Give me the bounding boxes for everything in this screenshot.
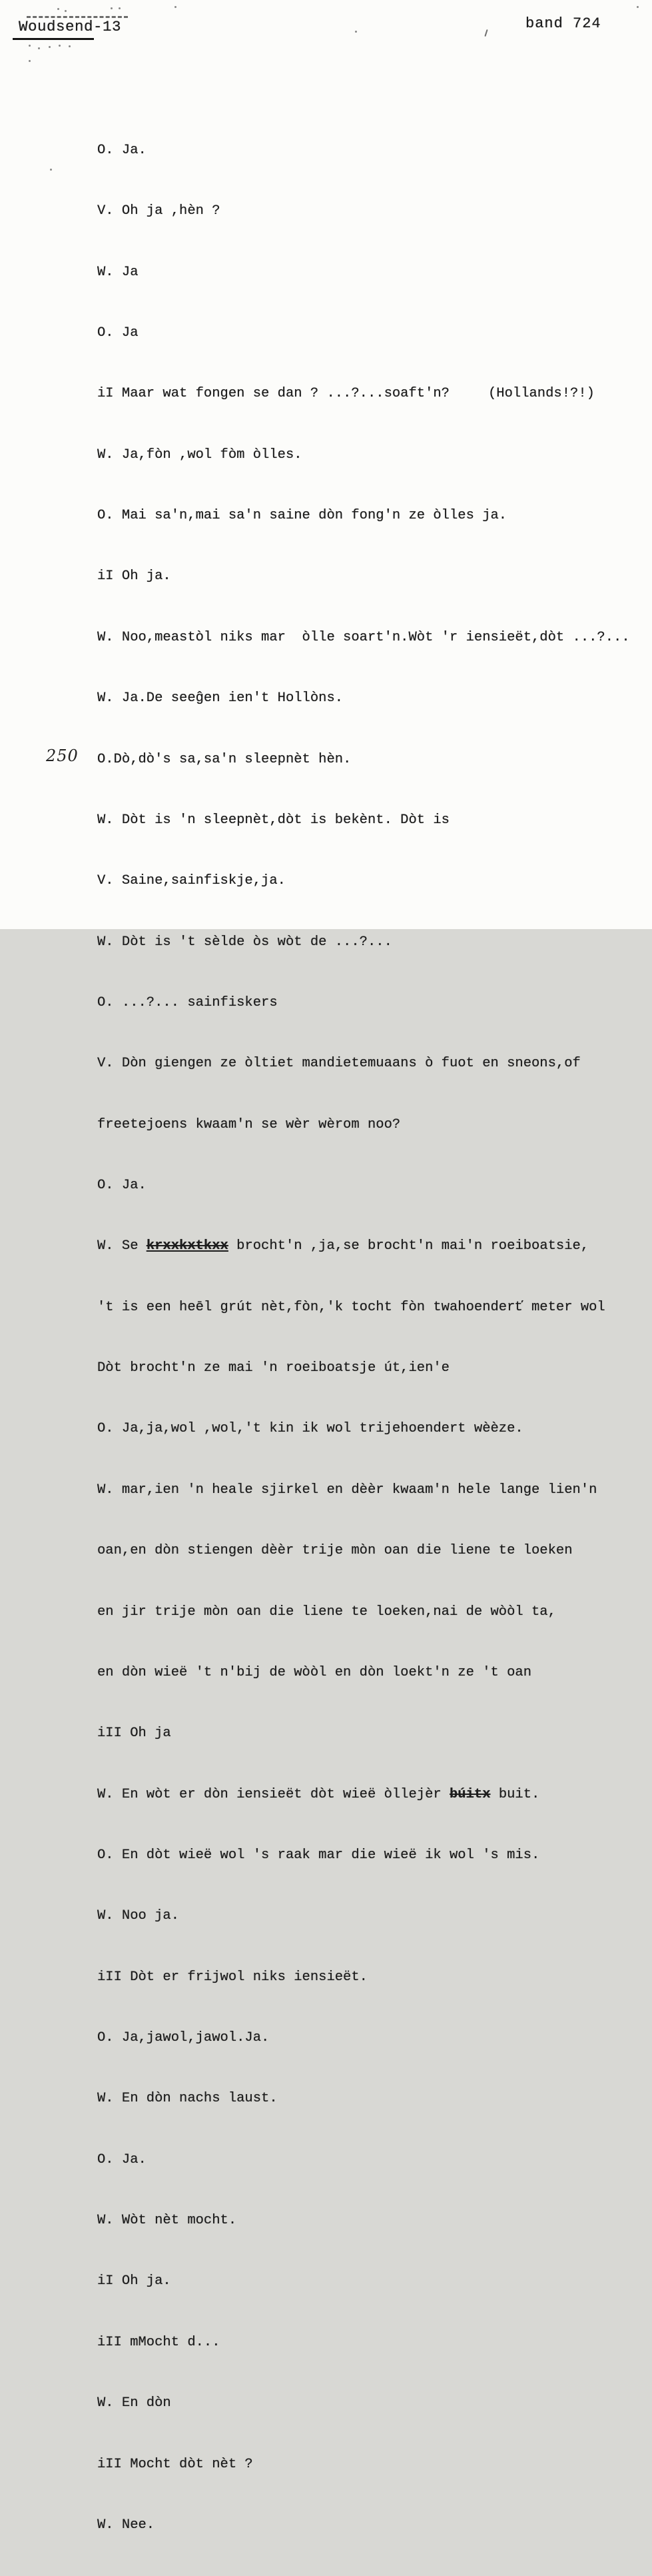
- scan-speck: [484, 29, 488, 37]
- transcript-line: O. Ja.: [97, 1178, 147, 1194]
- scan-speck: [119, 7, 121, 9]
- scan-speck: [57, 8, 59, 10]
- transcript-line: en jir trije mòn oan die liene te loeken,nai de wòòl ta,: [97, 1604, 556, 1620]
- transcript-line: V. Dòn giengen ze òltiet mandietemuaans ò fuot en sneons,of: [97, 1056, 581, 1072]
- scan-speck: [69, 45, 71, 47]
- scan-speck: [637, 6, 639, 8]
- transcript-line: O. En dòt wieë wol 's raak mar die wieë ik wol 's mis.: [97, 1847, 540, 1863]
- transcript-line: W. Noo ja.: [97, 1908, 180, 1924]
- transcript-line: O. Mai sa'n,mai sa'n saine dòn fong'n ze òlles ja.: [97, 508, 507, 524]
- scan-speck: [65, 10, 67, 12]
- transcript-line: [97, 1236, 630, 1256]
- transcript-line: O. Ja.: [97, 142, 147, 158]
- transcript-line: W. mar,ien 'n heale sjirkel en dèèr kwaam'n hele lange lien'n: [97, 1482, 597, 1498]
- transcript-line: 't is een heēl grút nèt,fòn,'k tocht fòn twahoenderť meter wol: [97, 1299, 605, 1315]
- transcript-line: iII Mocht dòt nèt ?: [97, 2456, 253, 2472]
- transcript-line: V. Saine,sainfiskje,ja.: [97, 873, 286, 889]
- transcript-line: O. Ja: [97, 325, 139, 341]
- transcript-line: iII mMocht d...: [97, 2334, 220, 2350]
- scan-speck: [50, 169, 52, 171]
- transcript-line: W. En dòn: [97, 2395, 171, 2411]
- struck-word: krxxkxtkxx: [146, 1238, 228, 1254]
- transcript-line: W. Dòt is 'n sleepnèt,dòt is bekènt. Dòt is: [97, 812, 450, 828]
- transcript-line: O. Ja,jawol,jawol.Ja.: [97, 2030, 270, 2046]
- transcript-line: iII Oh ja: [97, 1726, 171, 1742]
- scan-speck: [49, 46, 51, 48]
- page-title: Woudsend-13: [19, 18, 122, 35]
- transcript-line: iII Dòt er frijwol niks iensieët.: [97, 1969, 368, 1985]
- transcript-line: W. Nee.: [97, 2517, 155, 2533]
- transcript-line: V. Oh ja ,hèn ?: [97, 203, 220, 219]
- transcript: [97, 100, 630, 2576]
- transcript-line: freetejoens kwaam'n se wèr wèrom noo?: [97, 1116, 401, 1132]
- scan-speck: [111, 7, 113, 9]
- transcript-line: iI Oh ja.: [97, 2273, 171, 2289]
- transcript-line: W. Ja: [97, 264, 139, 280]
- scan-speck: [29, 45, 31, 47]
- transcript-line: W. Wòt nèt mocht.: [97, 2213, 237, 2229]
- transcript-line: iI Oh ja.: [97, 569, 171, 585]
- scan-speck: [355, 31, 357, 33]
- hollands-note: (Hollands!?!): [488, 386, 595, 402]
- margin-note-250: 250: [46, 746, 79, 765]
- line-text: iI Maar wat fongen se dan ? ...?...soaft'n?: [97, 386, 450, 402]
- transcript-line: Dòt brocht'n ze mai 'n roeiboatsje út,ien'e: [97, 1360, 450, 1376]
- title-underline: [13, 38, 94, 40]
- transcript-line: [97, 384, 630, 404]
- transcript-line: [97, 1785, 630, 1805]
- transcript-line: oan,en dòn stiengen dèèr trije mòn oan die liene te loeken: [97, 1543, 573, 1559]
- scan-speck: [29, 60, 31, 62]
- line-text: brocht'n ,ja,se brocht'n mai'n roeiboatsie,: [228, 1238, 589, 1254]
- transcript-line: W. Dòt is 't sèlde òs wòt de ...?...: [97, 934, 392, 950]
- transcript-line: O. Ja,ja,wol ,wol,'t kin ik wol trijehoendert wèèze.: [97, 1421, 523, 1437]
- transcript-line: W. En dòn nachs laust.: [97, 2091, 278, 2107]
- band-number: band 724: [525, 15, 601, 32]
- line-text: W. En wòt er dòn iensieët dòt wieë òllejèr: [97, 1786, 450, 1802]
- transcript-line: O. Ja.: [97, 2151, 147, 2167]
- transcript-line: W. Noo,meastòl niks mar òlle soart'n.Wòt 'r iensieët,dòt ...?...: [97, 629, 630, 645]
- scan-speck: [174, 6, 176, 8]
- transcript-line: W. Ja,fòn ,wol fòm òlles.: [97, 447, 302, 463]
- scan-speck: [38, 47, 40, 49]
- line-text: buit.: [490, 1786, 540, 1802]
- scan-speck: [59, 45, 61, 47]
- transcript-line: en dòn wieë 't n'bij de wòòl en dòn loekt'n ze 't oan: [97, 1664, 532, 1680]
- transcript-line: O.Dò,dò's sa,sa'n sleepnèt hèn.: [97, 751, 352, 767]
- transcript-line: W. Ja.De seeĝen ien't Hollòns.: [97, 690, 344, 706]
- transcript-line: O. ...?... sainfiskers: [97, 994, 278, 1010]
- line-text: W. Se: [97, 1238, 147, 1254]
- struck-word: búitx: [450, 1786, 491, 1802]
